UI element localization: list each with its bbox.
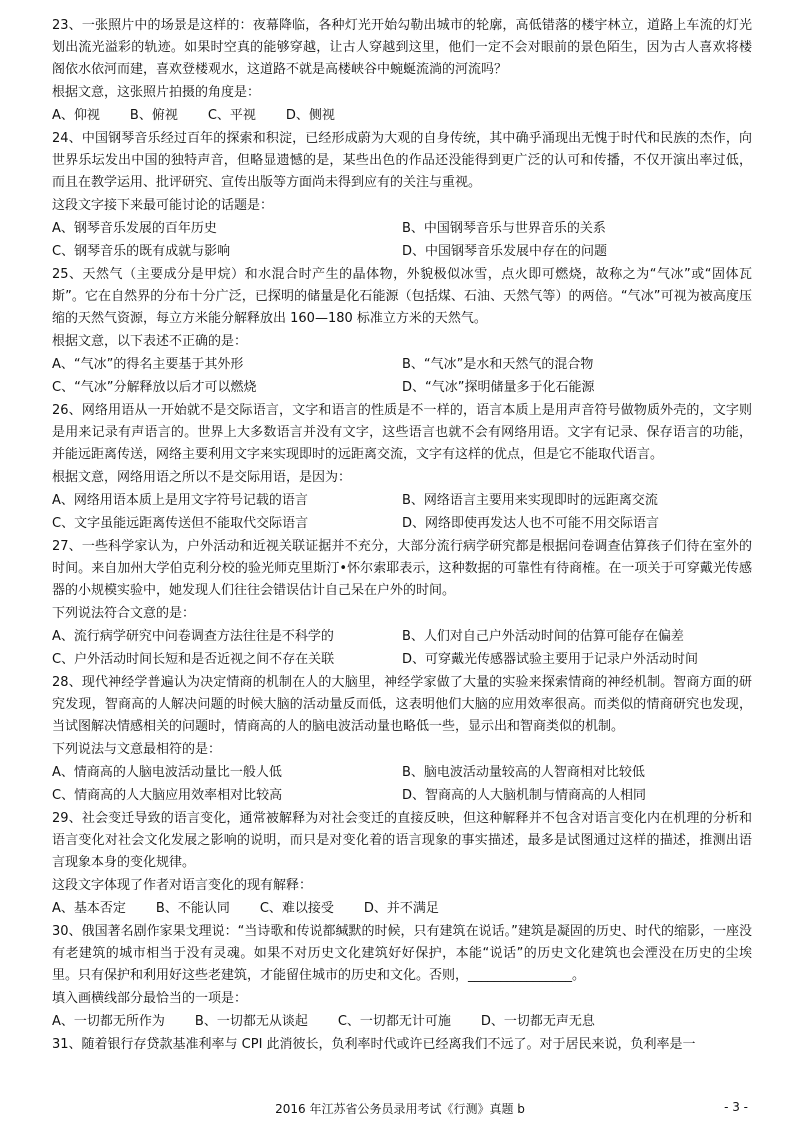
option-d: D、可穿戴光传感器试验主要用于记录户外活动时间: [402, 652, 699, 667]
option-a: A、仰视: [52, 108, 100, 123]
question-27-stem: 27、一些科学家认为，户外活动和近视关联证据并不充分，大部分流行病学研究都是根据问卷调查估算孩子们待在室外的时间。来自加州大学伯克利分校的验光师克里斯汀•怀尔索耶表示，这种数据的可靠性有待商榷。在一项关于可穿戴光传感器的小规模实验中，她发现人们往往会错误估计自己呆在户外的时间。: [52, 539, 752, 598]
option-a: A、“气冰”的得名主要基于其外形: [52, 357, 244, 372]
question-26-options-cd: [52, 513, 752, 535]
question-24-options-cd: [52, 241, 752, 263]
option-b: B、人们对自己户外活动时间的估算可能存在偏差: [402, 629, 684, 644]
question-31-stem: 31、随着银行存贷款基准利率与 CPI 此消彼长，负利率时代或许已经离我们不远了。对于居民来说，负利率是一: [52, 1037, 696, 1052]
document-page: [52, 14, 752, 1056]
option-a: A、情商高的人脑电波活动量比一般人低: [52, 765, 282, 780]
question-29-stem: 29、社会变迁导致的语言变化，通常被解释为对社会变迁的直接反映，但这种解释并不包含对语言变化内在机理的分析和语言变化对社会文化发展之影响的说明，而只是对变化着的语言现象的事实描述，最多是试图通过这样的描述，推测出语言现象本身的变化规律。: [52, 811, 752, 870]
question-30-stem: 30、俄国著名剧作家果戈理说：“当诗歌和传说都缄默的时候，只有建筑在说话。”建筑是凝固的历史、时代的缩影，一座没有老建筑的城市相当于没有灵魂。如果不对历史文化建筑好好保护，本能“说话”的历史文化建筑也会湮没在历史的尘埃里。只有保护和利用好这些老建筑，才能留住城市的历史和文化。否则，________________。: [52, 924, 752, 983]
question-28-stem: 28、现代神经学普遍认为决定情商的机制在人的大脑里，神经学家做了大量的实验来探索情商的神经机制。智商方面的研究发现，智商高的人解决问题的时候大脑的活动量反而低，这表明他们大脑的应用效率很高。而类似的情商研究也发现，当试图解决情感相关的问题时，情商高的人的脑电波活动量也略低一些，显示出和智商类似的机制。: [52, 675, 752, 734]
question-24-stem: 24、中国钢琴音乐经过百年的探索和积淀，已经形成蔚为大观的自身传统，其中确乎涌现出无愧于时代和民族的杰作，向世界乐坛发出中国的独特声音，但略显遗憾的是，某些出色的作品还没能得到更广泛的认可和传播，不仅开演出率过低，而且在教学运用、批评研究、宣传出版等方面尚未得到应有的关注与重视。: [52, 131, 752, 190]
option-a: A、网络用语本质上是用文字符号记载的语言: [52, 493, 308, 508]
option-d: D、网络即使再发达人也不可能不用交际语言: [402, 516, 660, 531]
option-b: B、俯视: [129, 108, 178, 123]
question-26-options-ab: [52, 490, 752, 512]
question-23-stem: 23、一张照片中的场景是这样的：夜幕降临，各种灯光开始勾勒出城市的轮廓，高低错落的楼宇林立，道路上车流的灯光划出流光溢彩的轨迹。如果时空真的能够穿越，让古人穿越到这里，他们一定不会对眼前的景色陌生，因为古人喜欢将楼阁依水依河而建，喜欢登楼观水，这道路不就是高楼峡谷中蜿蜒流淌的河流吗？: [52, 18, 752, 77]
option-c: C、“气冰”分解释放以后才可以燃烧: [52, 380, 257, 395]
question-24-options-ab: [52, 218, 752, 240]
question-28-options-cd: [52, 785, 752, 807]
question-25-prompt: 根据文意，以下表述不正确的是：: [52, 334, 248, 349]
option-c: C、钢琴音乐的既有成就与影响: [52, 244, 231, 259]
option-c: C、难以接受: [259, 901, 334, 916]
option-c: C、户外活动时间长短和是否近视之间不存在关联: [52, 652, 335, 667]
option-a: A、一切都无所作为: [52, 1014, 165, 1029]
option-b: B、脑电波活动量较高的人智商相对比较低: [402, 765, 645, 780]
question-26-stem: 26、网络用语从一开始就不是交际语言，文字和语言的性质是不一样的，语言本质上是用声音符号做物质外壳的，文字则是用来记录有声语言的。世界上大多数语言并没有文字，这些语言也就不会有网络用语。文字有记录、保存语言的功能，并能远距离传送，网络主要利用文字来实现即时的远距离交流，文字有这样的优点，但是它不能取代语言。: [52, 403, 752, 462]
option-c: C、平视: [207, 108, 256, 123]
option-c: C、情商高的人大脑应用效率相对比较高: [52, 788, 283, 803]
page-footer: [0, 1100, 800, 1118]
option-b: B、网络语言主要用来实现即时的远距离交流: [402, 493, 658, 508]
option-d: D、并不满足: [363, 901, 439, 916]
page-number: - 3 -: [724, 1100, 748, 1114]
option-b: B、一切都无从谈起: [194, 1014, 308, 1029]
option-b: B、不能认同: [155, 901, 230, 916]
question-25-options-ab: [52, 354, 752, 376]
question-23-options: [52, 105, 752, 127]
option-b: B、中国钢琴音乐与世界音乐的关系: [402, 221, 606, 236]
question-29-prompt: 这段文字体现了作者对语言变化的现有解释：: [52, 878, 313, 893]
option-d: D、智商高的人大脑机制与情商高的人相同: [402, 788, 647, 803]
question-25-options-cd: [52, 377, 752, 399]
question-25-stem: 25、天然气（主要成分是甲烷）和水混合时产生的晶体物，外貌极似冰雪，点火即可燃烧，故称之为“气冰”或“固体瓦斯”。它在自然界的分布十分广泛，已探明的储量是化石能源（包括煤、石油、天然气等）的两倍。“气冰”可视为被高度压缩的天然气资源，每立方米能分解释放出 160—180 标准立方米的天然气。: [52, 267, 752, 326]
question-28-options-ab: [52, 762, 752, 784]
question-30-prompt: 填入画横线部分最恰当的一项是：: [52, 991, 248, 1006]
question-29-options: [52, 898, 752, 920]
option-d: D、中国钢琴音乐发展中存在的问题: [402, 244, 608, 259]
question-23-prompt: 根据文意，这张照片拍摄的角度是：: [52, 85, 261, 100]
question-28-prompt: 下列说法与文意最相符的是：: [52, 742, 222, 757]
question-26-prompt: 根据文意，网络用语之所以不是交际用语，是因为：: [52, 470, 352, 485]
option-b: B、“气冰”是水和天然气的混合物: [402, 357, 594, 372]
question-24-prompt: 这段文字接下来最可能讨论的话题是：: [52, 198, 274, 213]
option-a: A、流行病学研究中问卷调查方法往往是不科学的: [52, 629, 334, 644]
footer-title: 2016 年江苏省公务员录用考试《行测》真题 b: [275, 1102, 525, 1116]
option-d: D、侧视: [285, 108, 335, 123]
question-27-options-ab: [52, 626, 752, 648]
option-a: A、钢琴音乐发展的百年历史: [52, 221, 217, 236]
question-27-options-cd: [52, 649, 752, 671]
option-c: C、一切都无计可施: [337, 1014, 451, 1029]
option-a: A、基本否定: [52, 901, 126, 916]
option-c: C、文字虽能远距离传送但不能取代交际语言: [52, 516, 309, 531]
question-30-options: [52, 1011, 752, 1033]
option-d: D、“气冰”探明储量多于化石能源: [402, 380, 595, 395]
question-27-prompt: 下列说法符合文意的是：: [52, 606, 196, 621]
option-d: D、一切都无声无息: [480, 1014, 595, 1029]
